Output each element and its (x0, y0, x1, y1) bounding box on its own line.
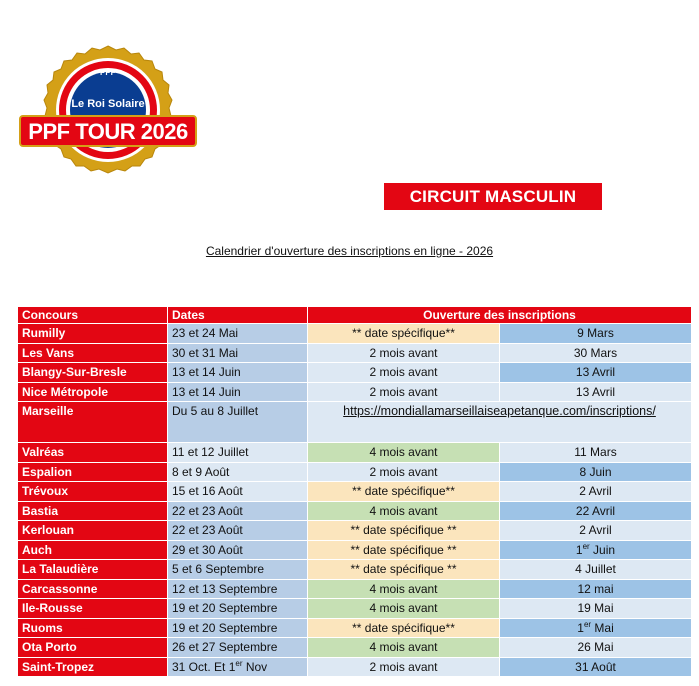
dates-sup: er (235, 659, 243, 669)
dates-text: Nov (242, 660, 268, 675)
cell-dates: 13 et 14 Juin (168, 382, 308, 402)
cell-mode: ** date spécifique** (308, 324, 500, 344)
cell-ouverture: 11 Mars (500, 443, 692, 463)
dates-text: 31 Oct. Et 1 (172, 660, 236, 675)
cell-concours: Valréas (18, 443, 168, 463)
ouverture-text: Mai (591, 621, 614, 636)
cell-concours: Ile-Rousse (18, 599, 168, 619)
cell-mode: 2 mois avant (308, 657, 500, 677)
cell-dates: 22 et 23 Août (168, 521, 308, 541)
logo-tour: PPF TOUR 2026 (28, 119, 188, 144)
cell-mode: 4 mois avant (308, 579, 500, 599)
cell-ouverture: 13 Avril (500, 382, 692, 402)
table-row (18, 462, 692, 482)
cell-dates: 22 et 23 Août (168, 501, 308, 521)
ouverture-text: 1 (575, 543, 583, 558)
cell-mode: 2 mois avant (308, 382, 500, 402)
cell-concours: Ota Porto (18, 638, 168, 658)
cell-ouverture: 30 Mars (500, 343, 692, 363)
cell-concours: Ruoms (18, 618, 168, 638)
cell-mode: ** date spécifique** (308, 618, 500, 638)
table-row (18, 638, 692, 658)
cell-dates: 26 et 27 Septembre (168, 638, 308, 658)
cell-dates: 15 et 16 Août (168, 482, 308, 502)
cell-dates: 13 et 14 Juin (168, 363, 308, 383)
logo-badge-icon (18, 44, 198, 184)
ouverture-text: 1 (577, 621, 584, 636)
col-header-ouverture: Ouverture des inscriptions (308, 307, 692, 324)
table-row (18, 521, 692, 541)
cell-mode: ** date spécifique ** (308, 521, 500, 541)
logo-brand: Le Roi Solaire (71, 98, 145, 110)
table-row (18, 540, 692, 560)
cell-concours: Saint-Tropez (18, 657, 168, 677)
ouverture-sup: er (582, 542, 590, 552)
table-header-row (18, 307, 692, 324)
page-subtitle: Calendrier d'ouverture des inscriptions en ligne - 2026 (205, 244, 494, 258)
cell-concours: Bastia (18, 501, 168, 521)
table-row (18, 443, 692, 463)
ouverture-sup: er (583, 620, 592, 630)
cell-ouverture: 12 mai (500, 579, 692, 599)
cell-mode: ** date spécifique ** (308, 560, 500, 580)
cell-concours: Nice Métropole (18, 382, 168, 402)
cell-ouverture: 22 Avril (500, 501, 692, 521)
cell-ouverture: 19 Mai (500, 599, 692, 619)
cell-dates: 19 et 20 Septembre (168, 618, 308, 638)
cell-dates: 30 et 31 Mai (168, 343, 308, 363)
cell-mode: 2 mois avant (308, 343, 500, 363)
ppf-tour-logo (18, 44, 198, 184)
cell-concours: Marseille (18, 402, 168, 443)
cell-dates: 23 et 24 Mai (168, 324, 308, 344)
cell-ouverture (500, 618, 692, 638)
cell-concours: Les Vans (18, 343, 168, 363)
cell-dates: 8 et 9 Août (168, 462, 308, 482)
cell-dates: 11 et 12 Juillet (168, 443, 308, 463)
table-row (18, 599, 692, 619)
table-row (18, 363, 692, 383)
table-row (18, 482, 692, 502)
cell-concours: Trévoux (18, 482, 168, 502)
table-row (18, 343, 692, 363)
cell-ouverture: 31 Août (500, 657, 692, 677)
cell-ouverture: 9 Mars (500, 324, 692, 344)
cell-concours: Rumilly (18, 324, 168, 344)
table-row (18, 324, 692, 344)
cell-mode: 4 mois avant (308, 599, 500, 619)
cell-ouverture: 13 Avril (500, 363, 692, 383)
cell-mode: 2 mois avant (308, 462, 500, 482)
cell-ouverture: 4 Juillet (500, 560, 692, 580)
cell-dates: Du 5 au 8 Juillet (168, 402, 308, 443)
cell-concours: Carcassonne (18, 579, 168, 599)
table-row (18, 579, 692, 599)
logo-ppf-small: PPF (100, 68, 116, 77)
cell-ouverture: 2 Avril (500, 482, 692, 502)
cell-ouverture (500, 540, 692, 560)
cell-dates: 5 et 6 Septembre (168, 560, 308, 580)
cell-dates (168, 657, 308, 677)
cell-mode: ** date spécifique ** (308, 540, 500, 560)
cell-concours: Auch (18, 540, 168, 560)
table-row (18, 618, 692, 638)
col-header-dates: Dates (168, 307, 308, 324)
cell-concours: La Talaudière (18, 560, 168, 580)
cell-ouverture: 8 Juin (500, 462, 692, 482)
cell-mode: 2 mois avant (308, 363, 500, 383)
cell-dates: 12 et 13 Septembre (168, 579, 308, 599)
inscription-link[interactable]: https://mondiallamarseillaiseapetanque.com/inscriptions/ (308, 402, 692, 443)
cell-concours: Blangy-Sur-Bresle (18, 363, 168, 383)
col-header-concours: Concours (18, 307, 168, 324)
cell-dates: 29 et 30 Août (168, 540, 308, 560)
table-row (18, 560, 692, 580)
cell-concours: Espalion (18, 462, 168, 482)
cell-mode: 4 mois avant (308, 501, 500, 521)
cell-dates: 19 et 20 Septembre (168, 599, 308, 619)
cell-mode: ** date spécifique** (308, 482, 500, 502)
table-row (18, 501, 692, 521)
cell-ouverture: 2 Avril (500, 521, 692, 541)
table-row (18, 657, 692, 677)
circuit-banner: CIRCUIT MASCULIN (384, 183, 602, 210)
cell-mode: 4 mois avant (308, 443, 500, 463)
table-row (18, 382, 692, 402)
cell-concours: Kerlouan (18, 521, 168, 541)
calendar-table (17, 306, 692, 677)
table-row (18, 402, 692, 443)
cell-mode: 4 mois avant (308, 638, 500, 658)
ouverture-text: Juin (589, 543, 616, 558)
cell-ouverture: 26 Mai (500, 638, 692, 658)
